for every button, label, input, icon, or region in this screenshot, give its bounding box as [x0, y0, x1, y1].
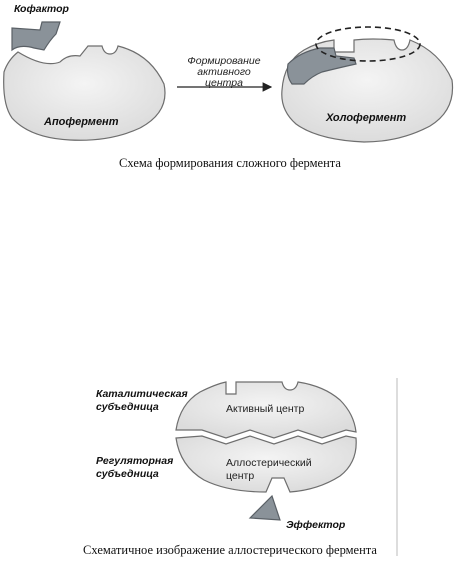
effector-shape	[250, 496, 280, 520]
active-center-label: Активный центр	[226, 403, 305, 415]
allosteric-center-line-1: Аллостерический	[226, 457, 312, 469]
cofactor-label: Кофактор	[14, 3, 69, 15]
top-caption: Схема формирования сложного фермента	[119, 156, 341, 170]
arrow-label-line-3: центра	[205, 77, 243, 89]
arrow-label-line-1: Формирование	[187, 55, 261, 67]
allosteric-center-line-2: центр	[226, 470, 255, 482]
arrow-label-line-2: активного	[197, 66, 251, 78]
regulatory-label-line-2: субъедница	[96, 468, 159, 480]
cofactor-shape	[12, 22, 60, 50]
regulatory-label-line-1: Регуляторная	[96, 455, 174, 467]
bottom-caption: Схематичное изображение аллостерического фермента	[83, 543, 377, 557]
apoenzyme-label: Апофермент	[44, 116, 119, 128]
holoenzyme-label: Холофермент	[326, 112, 407, 124]
effector-label: Эффектор	[286, 519, 346, 531]
catalytic-label-line-2: субъедница	[96, 401, 159, 413]
catalytic-label-line-1: Каталитическая	[96, 388, 188, 400]
